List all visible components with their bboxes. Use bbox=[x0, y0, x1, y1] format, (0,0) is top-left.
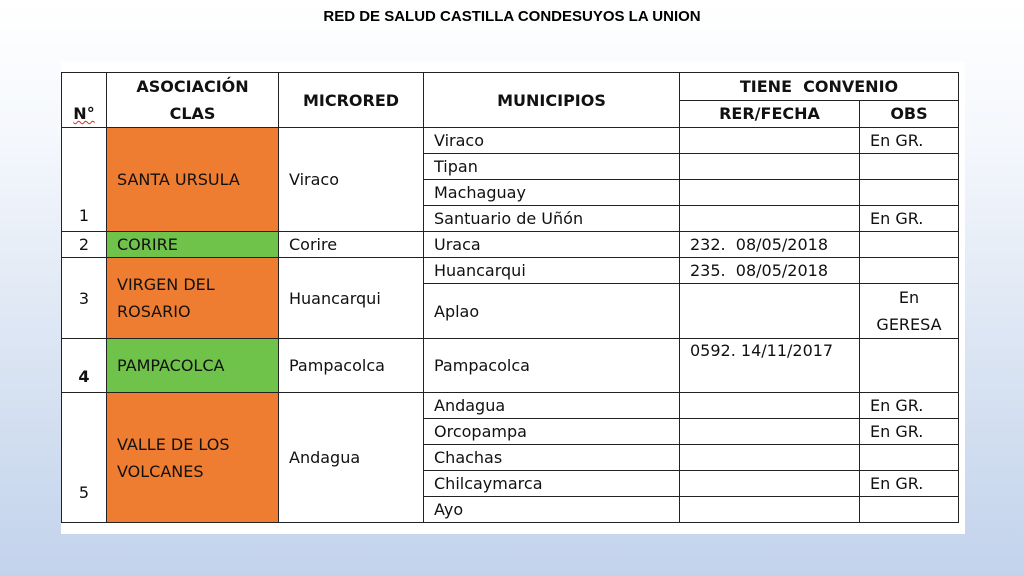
table-row bbox=[62, 339, 959, 393]
header-rer-fecha: RER/FECHA bbox=[680, 100, 860, 128]
obs-cell: En GR. bbox=[860, 206, 959, 232]
obs-cell bbox=[860, 232, 959, 258]
obs-cell: En GR. bbox=[860, 419, 959, 445]
row-number: 4 bbox=[62, 339, 107, 393]
microred-cell: Viraco bbox=[279, 128, 424, 232]
municipio-cell: Santuario de Uñón bbox=[424, 206, 680, 232]
municipio-cell: Viraco bbox=[424, 128, 680, 154]
page-title: RED DE SALUD CASTILLA CONDESUYOS LA UNION bbox=[323, 8, 701, 25]
microred-cell: Corire bbox=[279, 232, 424, 258]
municipio-cell: Uraca bbox=[424, 232, 680, 258]
obs-cell bbox=[860, 258, 959, 284]
rer-fecha-cell bbox=[680, 497, 860, 523]
rer-fecha-cell bbox=[680, 419, 860, 445]
microred-cell: Huancarqui bbox=[279, 258, 424, 339]
obs-cell bbox=[860, 497, 959, 523]
municipio-cell: Tipan bbox=[424, 154, 680, 180]
rer-fecha-cell bbox=[680, 128, 860, 154]
table-row bbox=[62, 128, 959, 154]
header-asociacion: ASOCIACIÓN CLAS bbox=[107, 73, 279, 128]
municipio-cell: Huancarqui bbox=[424, 258, 680, 284]
header-tiene-convenio: TIENE CONVENIO bbox=[680, 73, 959, 101]
municipio-cell: Machaguay bbox=[424, 180, 680, 206]
rer-fecha-cell: 0592. 14/11/2017 bbox=[680, 339, 860, 393]
header-microred: MICRORED bbox=[279, 73, 424, 128]
microred-cell: Pampacolca bbox=[279, 339, 424, 393]
municipio-cell: Chachas bbox=[424, 445, 680, 471]
header-num: N° bbox=[62, 73, 107, 128]
row-number: 1 bbox=[62, 128, 107, 232]
rer-fecha-cell bbox=[680, 284, 860, 339]
clas-table bbox=[61, 72, 959, 523]
obs-cell bbox=[860, 180, 959, 206]
municipio-cell: Ayo bbox=[424, 497, 680, 523]
clas-cell: VIRGEN DEL ROSARIO bbox=[107, 258, 279, 339]
obs-cell: En GERESA bbox=[860, 284, 959, 339]
rer-fecha-cell bbox=[680, 393, 860, 419]
slide-table-panel bbox=[61, 62, 965, 534]
obs-cell: En GR. bbox=[860, 128, 959, 154]
municipio-cell: Orcopampa bbox=[424, 419, 680, 445]
row-number: 5 bbox=[62, 393, 107, 523]
municipio-cell: Pampacolca bbox=[424, 339, 680, 393]
table-row bbox=[62, 393, 959, 419]
clas-cell: PAMPACOLCA bbox=[107, 339, 279, 393]
header-row-1 bbox=[62, 73, 959, 101]
municipio-cell: Aplao bbox=[424, 284, 680, 339]
obs-cell: En GR. bbox=[860, 393, 959, 419]
rer-fecha-cell bbox=[680, 206, 860, 232]
rer-fecha-cell: 235. 08/05/2018 bbox=[680, 258, 860, 284]
header-obs: OBS bbox=[860, 100, 959, 128]
clas-cell: CORIRE bbox=[107, 232, 279, 258]
rer-fecha-cell bbox=[680, 471, 860, 497]
rer-fecha-cell bbox=[680, 154, 860, 180]
obs-cell bbox=[860, 339, 959, 393]
row-number: 3 bbox=[62, 258, 107, 339]
clas-cell: VALLE DE LOS VOLCANES bbox=[107, 393, 279, 523]
table-row bbox=[62, 258, 959, 284]
clas-cell: SANTA URSULA bbox=[107, 128, 279, 232]
rer-fecha-cell bbox=[680, 445, 860, 471]
rer-fecha-cell: 232. 08/05/2018 bbox=[680, 232, 860, 258]
header-municipios: MUNICIPIOS bbox=[424, 73, 680, 128]
microred-cell: Andagua bbox=[279, 393, 424, 523]
table-row bbox=[62, 232, 959, 258]
obs-cell: En GR. bbox=[860, 471, 959, 497]
obs-cell bbox=[860, 445, 959, 471]
municipio-cell: Andagua bbox=[424, 393, 680, 419]
municipio-cell: Chilcaymarca bbox=[424, 471, 680, 497]
row-number: 2 bbox=[62, 232, 107, 258]
rer-fecha-cell bbox=[680, 180, 860, 206]
obs-cell bbox=[860, 154, 959, 180]
